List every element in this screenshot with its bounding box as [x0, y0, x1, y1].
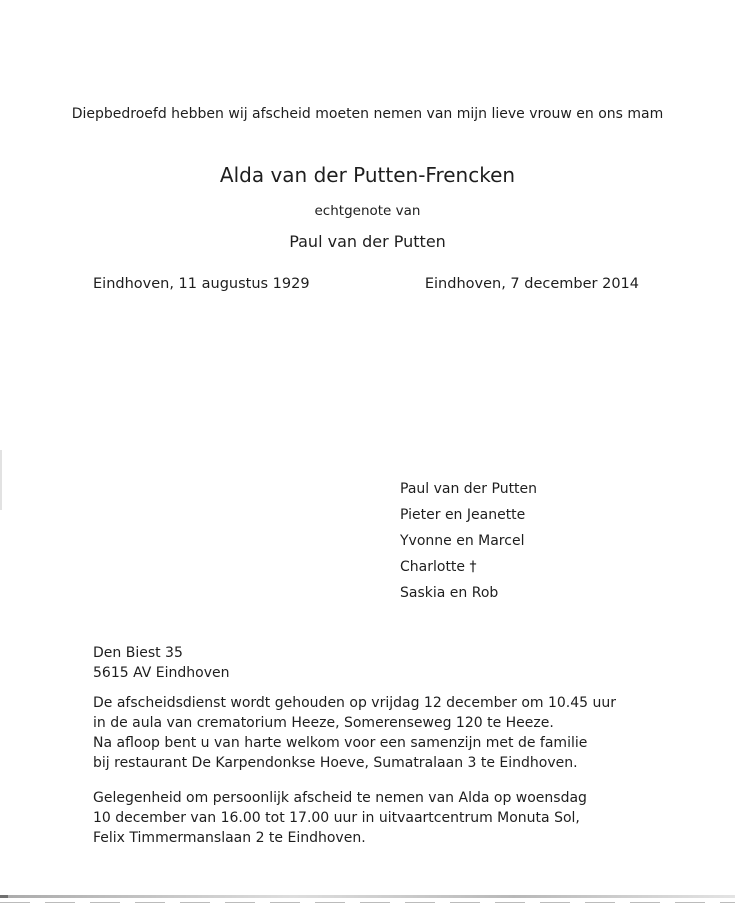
scan-edge-line: [0, 895, 735, 898]
spouse-label: echtgenote van: [314, 203, 421, 219]
spouse-name: Paul van der Putten: [289, 232, 446, 251]
paragraph-line: bij restaurant De Karpendonkse Hoeve, Sumatralaan 3 te Eindhoven.: [93, 755, 578, 771]
birth-place-date: Eindhoven, 11 augustus 1929: [93, 276, 310, 292]
death-place-date: Eindhoven, 7 december 2014: [424, 276, 639, 292]
paragraph-line: Gelegenheid om persoonlijk afscheid te nemen van Alda op woensdag: [93, 790, 587, 806]
correspondence-address: [93, 643, 230, 683]
paragraph-line: in de aula van crematorium Heeze, Somerenseweg 120 te Heeze.: [93, 715, 554, 731]
paragraph-line: Na afloop bent u van harte welkom voor een samenzijn met de familie: [93, 735, 588, 751]
relative-item: Paul van der Putten: [400, 481, 538, 497]
scan-artifact: [0, 450, 2, 510]
address-city: 5615 AV Eindhoven: [93, 665, 230, 681]
deceased-name: Alda van der Putten-Frencken: [219, 163, 516, 187]
address-street: Den Biest 35: [93, 645, 183, 661]
paragraph-line: De afscheidsdienst wordt gehouden op vrijdag 12 december om 10.45 uur: [93, 695, 617, 711]
paragraph-line: Felix Timmermanslaan 2 te Eindhoven.: [93, 830, 366, 846]
relative-item: Saskia en Rob: [400, 585, 499, 601]
service-paragraph: [93, 693, 616, 773]
visitation-paragraph: [93, 788, 587, 848]
relatives-list: [400, 476, 537, 606]
scan-edge-dash: [0, 902, 735, 903]
relative-item: Charlotte †: [400, 559, 477, 575]
relative-item: Yvonne en Marcel: [400, 533, 525, 549]
paragraph-line: 10 december van 16.00 tot 17.00 uur in uitvaartcentrum Monuta Sol,: [93, 810, 580, 826]
relative-item: Pieter en Jeanette: [400, 507, 526, 523]
intro-text: Diepbedroefd hebben wij afscheid moeten nemen van mijn lieve vrouw en ons mam: [71, 106, 664, 122]
